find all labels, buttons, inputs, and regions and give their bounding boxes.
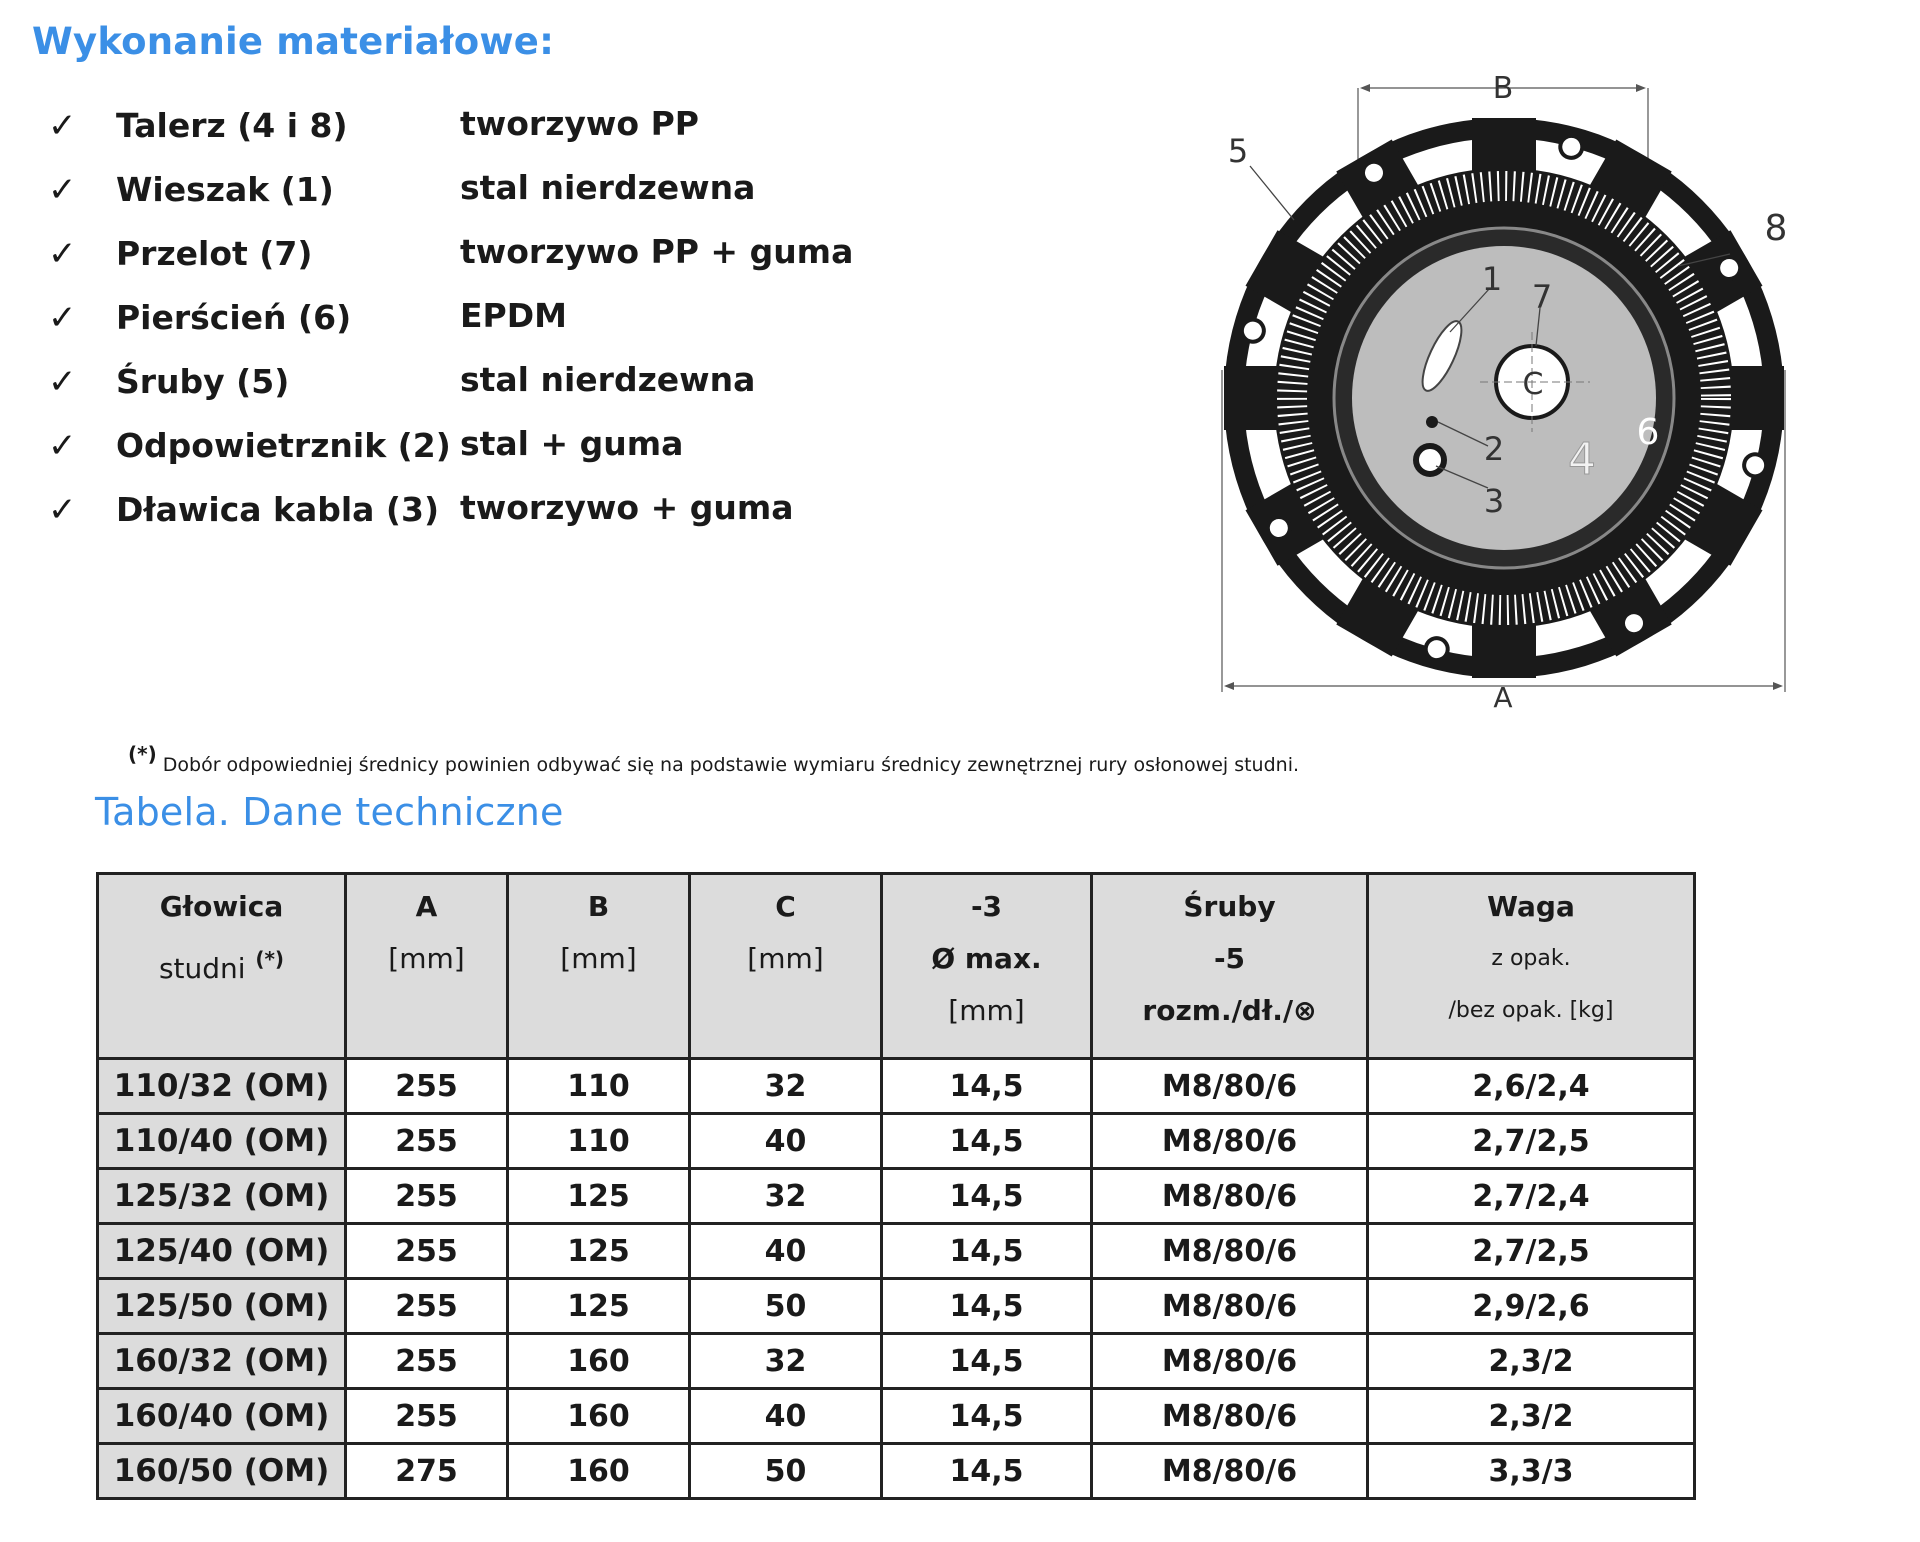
table-cell: 14,5	[882, 1224, 1092, 1279]
table-cell: 160/32 (OM)	[98, 1334, 346, 1389]
table-row	[98, 1059, 1695, 1114]
material-row	[48, 292, 888, 356]
table-cell: 2,6/2,4	[1368, 1059, 1695, 1114]
material-value: tworzywo PP	[460, 104, 699, 143]
material-value: stal + guma	[460, 424, 684, 463]
table-cell: 3,3/3	[1368, 1444, 1695, 1499]
materials-title: Wykonanie materiałowe:	[32, 20, 555, 63]
table-cell: 255	[346, 1334, 508, 1389]
header-text: [mm]	[388, 942, 465, 975]
arrow-icon	[1773, 682, 1783, 690]
header-cell	[690, 874, 882, 1059]
label-2: 2	[1483, 430, 1505, 468]
table-cell: 14,5	[882, 1169, 1092, 1224]
material-name: Odpowietrznik (2)	[116, 426, 451, 465]
table-cell: M8/80/6	[1092, 1059, 1368, 1114]
table-cell: 14,5	[882, 1444, 1092, 1499]
label-b: B	[1492, 71, 1514, 106]
material-name: Dławica kabla (3)	[116, 490, 440, 529]
table-cell: 255	[346, 1279, 508, 1334]
header-text: -5	[1213, 942, 1246, 975]
table-cell: 2,7/2,5	[1368, 1114, 1695, 1169]
table-cell: 50	[690, 1444, 882, 1499]
table-cell: 125	[508, 1169, 690, 1224]
header-cell	[346, 874, 508, 1059]
table-cell: M8/80/6	[1092, 1444, 1368, 1499]
table-cell: M8/80/6	[1092, 1224, 1368, 1279]
header-text: rozm./dł./⊗	[1142, 994, 1317, 1027]
label-4: 4	[1568, 434, 1596, 485]
checkmark-icon: ✓	[48, 298, 77, 338]
table-row	[98, 1389, 1695, 1444]
table-cell: 160	[508, 1444, 690, 1499]
table-cell: 14,5	[882, 1059, 1092, 1114]
well-head-drawing	[1210, 70, 1810, 710]
label-7: 7	[1531, 278, 1553, 316]
cable-gland	[1416, 446, 1444, 474]
footnote-text: Dobór odpowiedniej średnicy powinien odbywać się na podstawie wymiaru średnicy zewnętrznej rury osłonowej studni.	[162, 754, 1300, 776]
table-cell: 125	[508, 1224, 690, 1279]
table-cell: 2,9/2,6	[1368, 1279, 1695, 1334]
header-text: studni (*)	[158, 947, 285, 985]
header-text: -3	[970, 890, 1003, 923]
table-cell: 40	[690, 1389, 882, 1444]
material-value: EPDM	[460, 296, 567, 335]
table-cell: 2,3/2	[1368, 1389, 1695, 1444]
materials-list	[48, 100, 888, 548]
table-cell: 160	[508, 1389, 690, 1444]
table-row	[98, 1444, 1695, 1499]
footnote	[128, 742, 1299, 776]
table-cell: 2,7/2,4	[1368, 1169, 1695, 1224]
table-cell: 32	[690, 1169, 882, 1224]
table-cell: 2,3/2	[1368, 1334, 1695, 1389]
header-text: C	[775, 890, 796, 923]
table-cell: 160	[508, 1334, 690, 1389]
header-text: A	[415, 890, 438, 923]
table-cell: 255	[346, 1114, 508, 1169]
material-value: stal nierdzewna	[460, 168, 756, 207]
header-text: z opak.	[1491, 946, 1571, 971]
table-cell: 125/40 (OM)	[98, 1224, 346, 1279]
table-cell: 125	[508, 1279, 690, 1334]
table-cell: 125/50 (OM)	[98, 1279, 346, 1334]
material-name: Przelot (7)	[116, 234, 313, 273]
table-row	[98, 1334, 1695, 1389]
table-cell: M8/80/6	[1092, 1114, 1368, 1169]
material-row	[48, 164, 888, 228]
label-8: 8	[1764, 208, 1788, 249]
table-cell: 40	[690, 1114, 882, 1169]
table-cell: M8/80/6	[1092, 1389, 1368, 1444]
material-row	[48, 100, 888, 164]
header-text: Ø max.	[931, 942, 1042, 975]
vent	[1426, 416, 1438, 428]
material-row	[48, 420, 888, 484]
label-3: 3	[1483, 482, 1505, 520]
material-row	[48, 356, 888, 420]
material-name: Pierścień (6)	[116, 298, 352, 337]
header-text: [mm]	[560, 942, 637, 975]
arrow-icon	[1636, 84, 1646, 92]
material-row	[48, 228, 888, 292]
header-text: /bez opak. [kg]	[1448, 998, 1614, 1023]
header-text: Głowica	[159, 890, 284, 923]
header-cell	[882, 874, 1092, 1059]
table-cell: 110	[508, 1114, 690, 1169]
table-cell: 40	[690, 1224, 882, 1279]
material-value: stal nierdzewna	[460, 360, 756, 399]
label-1: 1	[1481, 260, 1503, 298]
table-cell: 255	[346, 1389, 508, 1444]
arrow-icon	[1360, 84, 1370, 92]
table-cell: 32	[690, 1334, 882, 1389]
checkmark-icon: ✓	[48, 426, 77, 466]
table-title: Tabela. Dane techniczne	[95, 790, 564, 834]
checkmark-icon: ✓	[48, 362, 77, 402]
table-cell: 255	[346, 1059, 508, 1114]
material-name: Talerz (4 i 8)	[116, 106, 348, 145]
technical-data-table	[96, 872, 1696, 1500]
table-cell: M8/80/6	[1092, 1169, 1368, 1224]
table-cell: 2,7/2,5	[1368, 1224, 1695, 1279]
footnote-marker: (*)	[128, 742, 157, 766]
table-cell: 160/40 (OM)	[98, 1389, 346, 1444]
table-cell: 160/50 (OM)	[98, 1444, 346, 1499]
checkmark-icon: ✓	[48, 170, 77, 210]
checkmark-icon: ✓	[48, 106, 77, 146]
material-name: Śruby (5)	[116, 362, 290, 401]
table-cell: 125/32 (OM)	[98, 1169, 346, 1224]
table-cell: 14,5	[882, 1114, 1092, 1169]
label-6: 6	[1636, 412, 1660, 453]
table-row	[98, 1114, 1695, 1169]
checkmark-icon: ✓	[48, 490, 77, 530]
header-cell	[508, 874, 690, 1059]
label-a: A	[1493, 681, 1513, 710]
table-cell: 255	[346, 1224, 508, 1279]
table-cell: 32	[690, 1059, 882, 1114]
table-cell: 14,5	[882, 1389, 1092, 1444]
header-cell	[1092, 874, 1368, 1059]
table-cell: 110/40 (OM)	[98, 1114, 346, 1169]
label-5: 5	[1227, 132, 1249, 170]
header-cell	[1368, 874, 1695, 1059]
table-cell: 110/32 (OM)	[98, 1059, 346, 1114]
checkmark-icon: ✓	[48, 234, 77, 274]
header-text: [mm]	[948, 994, 1025, 1027]
table-cell: 50	[690, 1279, 882, 1334]
table-header-row	[98, 874, 1695, 1059]
table-cell: 255	[346, 1169, 508, 1224]
material-name: Wieszak (1)	[116, 170, 334, 209]
header-text: [mm]	[747, 942, 824, 975]
table-cell: M8/80/6	[1092, 1334, 1368, 1389]
header-text: B	[587, 890, 610, 923]
material-value: tworzywo PP + guma	[460, 232, 854, 271]
table-cell: 110	[508, 1059, 690, 1114]
table-cell: M8/80/6	[1092, 1279, 1368, 1334]
arrow-icon	[1224, 682, 1234, 690]
table-row	[98, 1279, 1695, 1334]
table-row	[98, 1169, 1695, 1224]
table-cell: 14,5	[882, 1279, 1092, 1334]
material-value: tworzywo + guma	[460, 488, 794, 527]
header-text: Waga	[1487, 890, 1575, 923]
header-text: Śruby	[1183, 890, 1276, 923]
label-c: C	[1522, 367, 1544, 402]
header-cell	[98, 874, 346, 1059]
material-row	[48, 484, 888, 548]
table-cell: 14,5	[882, 1334, 1092, 1389]
table-row	[98, 1224, 1695, 1279]
table-cell: 275	[346, 1444, 508, 1499]
